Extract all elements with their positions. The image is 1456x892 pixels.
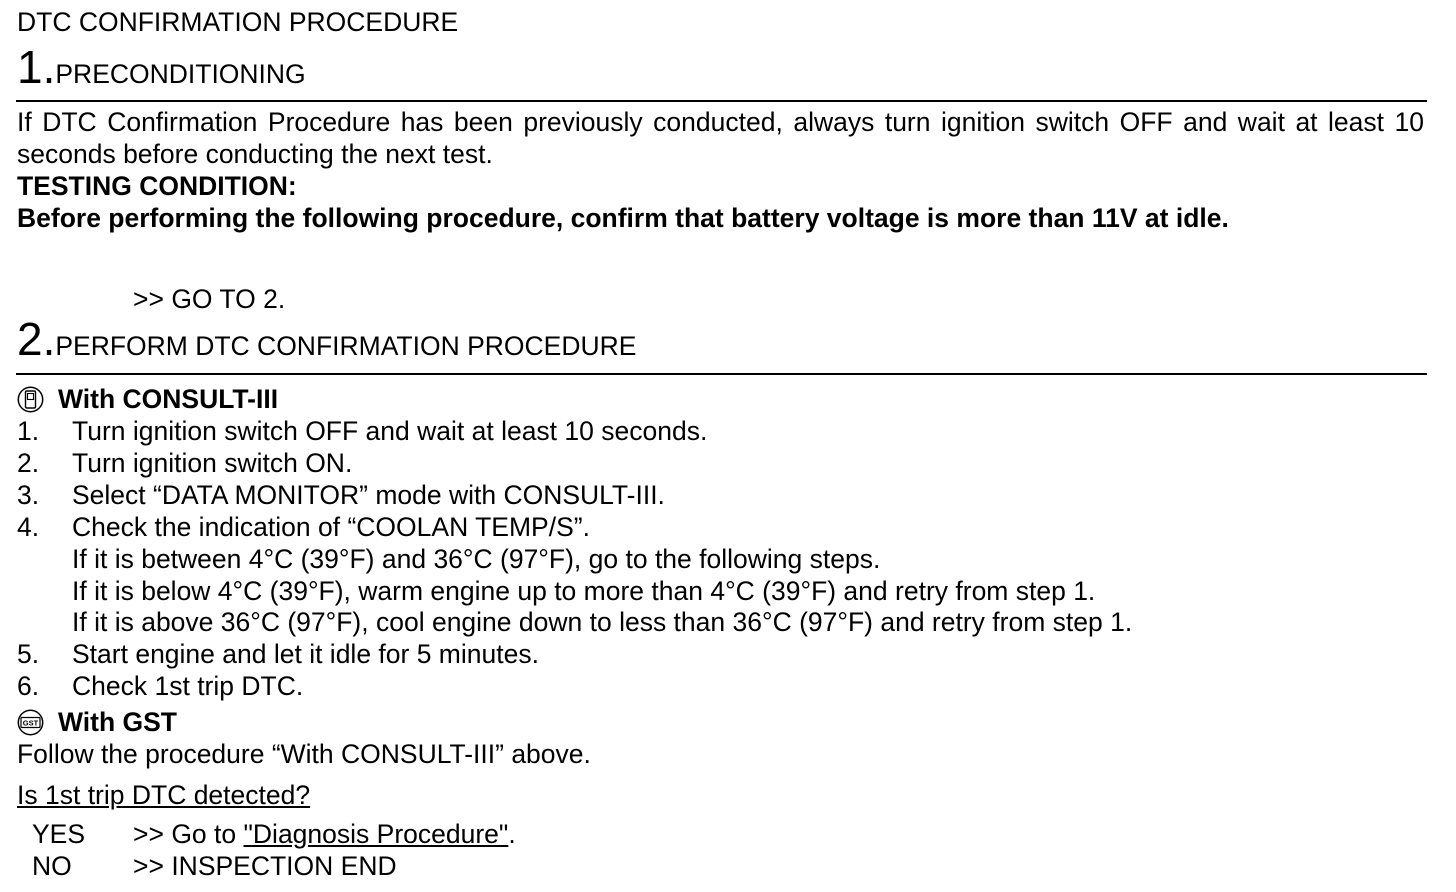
testing-condition-text: Before performing the following procedure, confirm that battery voltage is more than 11V at idle.: [17, 203, 1229, 233]
consult-heading: With CONSULT-III: [58, 384, 279, 414]
list-item-text: Select “DATA MONITOR” mode with CONSULT-III.: [72, 480, 665, 510]
step-1-title: PRECONDITIONING: [55, 59, 306, 89]
answer-yes-suffix: .: [508, 819, 516, 849]
answer-no-label: NO: [32, 851, 72, 881]
step-4-subline: If it is between 4°C (39°F) and 36°C (97°F), go to the following steps.: [72, 544, 881, 574]
step-1-number: 1.: [17, 41, 56, 93]
page-title: DTC CONFIRMATION PROCEDURE: [17, 7, 459, 37]
step-2-heading: [17, 313, 637, 365]
step-4-subline: If it is above 36°C (97°F), cool engine down to less than 36°C (97°F) and retry from step 1.: [72, 607, 1133, 637]
gst-heading: With GST: [58, 707, 177, 737]
gst-icon: [17, 709, 44, 736]
list-item-number: 6.: [17, 671, 40, 701]
answer-yes-prefix: >> Go to: [133, 819, 237, 849]
goto-step-2: >> GO TO 2.: [133, 284, 286, 314]
list-item: [0, 511, 1456, 543]
answer-no: >> INSPECTION END: [133, 851, 397, 881]
step-4-subline: If it is below 4°C (39°F), warm engine up to more than 4°C (39°F) and retry from step 1.: [72, 576, 1096, 606]
step-2-title: PERFORM DTC CONFIRMATION PROCEDURE: [55, 331, 637, 361]
svg-text:GST: GST: [22, 718, 39, 728]
testing-condition-label: TESTING CONDITION:: [17, 171, 297, 201]
step-1-instructions: If DTC Confirmation Procedure has been previously conducted, always turn ignition switch OFF and wait at least 10 seconds before conducting the next test.: [17, 107, 1424, 169]
step-2-number: 2.: [17, 313, 56, 365]
step-1-heading: [17, 41, 306, 93]
list-item: [0, 638, 1456, 670]
list-item-number: 4.: [17, 512, 40, 542]
decision-question: Is 1st trip DTC detected?: [17, 780, 311, 810]
step-1-divider: [16, 100, 1427, 102]
list-item: [0, 670, 1456, 702]
list-item-number: 3.: [17, 480, 40, 510]
list-item-text: Turn ignition switch OFF and wait at least 10 seconds.: [72, 416, 708, 446]
step-2-divider: [16, 373, 1427, 375]
list-item-number: 2.: [17, 448, 40, 478]
gst-instructions: Follow the procedure “With CONSULT-III” above.: [17, 739, 591, 769]
list-item-text: Turn ignition switch ON.: [72, 448, 353, 478]
list-item-text: Start engine and let it idle for 5 minutes.: [72, 639, 539, 669]
list-item-text: Check 1st trip DTC.: [72, 671, 304, 701]
answer-yes: [133, 818, 516, 850]
list-item: [0, 415, 1456, 447]
list-item-text: Check the indication of “COOLAN TEMP/S”.: [72, 512, 590, 542]
list-item-number: 5.: [17, 639, 40, 669]
answer-yes-label: YES: [32, 819, 86, 849]
list-item: [0, 479, 1456, 511]
diagnosis-procedure-link[interactable]: "Diagnosis Procedure": [243, 819, 509, 849]
list-item: [0, 447, 1456, 479]
list-item-number: 1.: [17, 416, 40, 446]
consult-icon: [17, 386, 44, 413]
